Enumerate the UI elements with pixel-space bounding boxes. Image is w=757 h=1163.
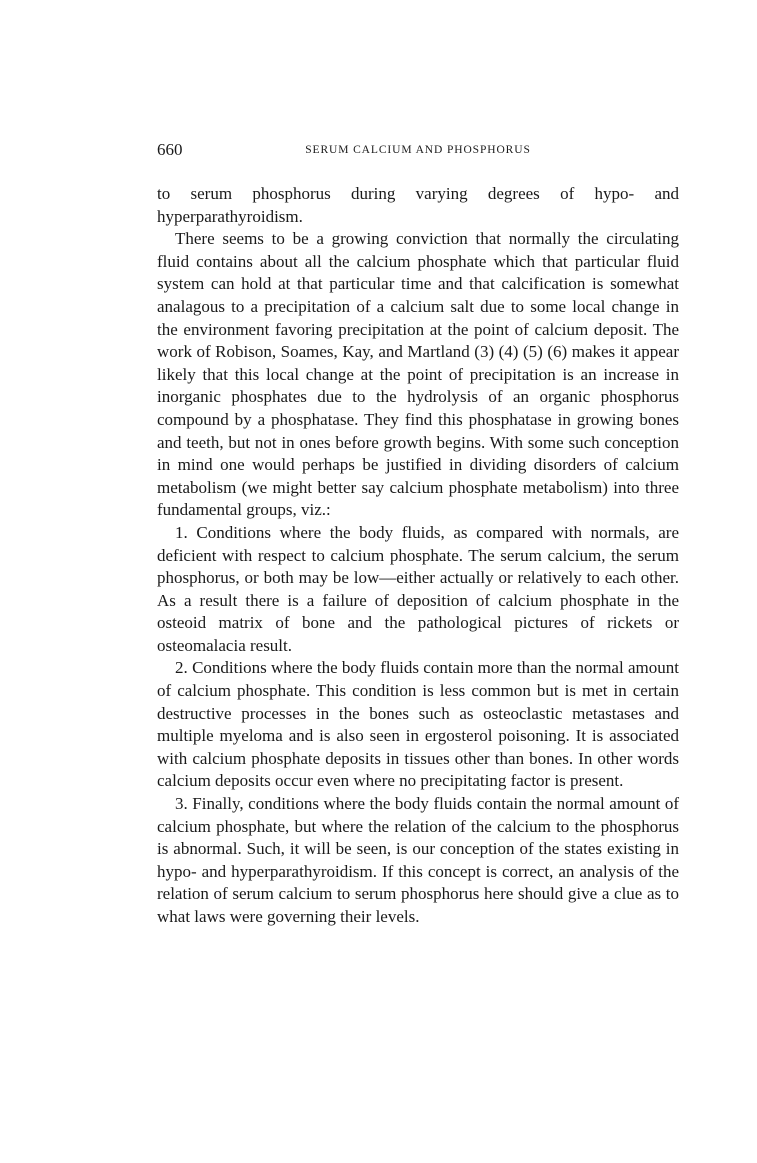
paragraph-continuation: to serum phosphorus during varying degrees of hypo- and hyperparathyroidism.	[157, 184, 679, 226]
body-text	[157, 183, 679, 929]
paragraph-calcification-theory: There seems to be a growing conviction that normally the circulating fluid contains about all the calcium phosphate which that particular fluid system can hold at that particular time and that calcification is somewhat analagous to a precipitation of a calcium salt due to some local change in the environment favoring precipitation at the point of calcium deposit. The work of Robison, Soames, Kay, and Martland (3) (4) (5) (6) makes it appear likely that this local change at the point of precipitation is an increase in inorganic phosphates due to the hydrolysis of an organic phosphorus compound by a phosphatase. They find this phosphatase in growing bones and teeth, but not in ones before growth begins. With some such conception in mind one would perhaps be justified in dividing disorders of calcium metabolism (we might better say calcium phosphate metabolism) into three fundamental groups, viz.:	[157, 229, 679, 520]
paragraph-group-1: 1. Conditions where the body fluids, as compared with normals, are deficient with respect to calcium phosphate. The serum calcium, the serum phosphorus, or both may be low—either actually or relatively to each other. As a result there is a failure of deposition of calcium phosphate in the osteoid matrix of bone and the pathological pictures of rickets or osteomalacia result.	[157, 522, 679, 655]
paragraph-group-2: 2. Conditions where the body fluids contain more than the normal amount of calcium phosphate. This condition is less common but is met in certain destructive processes in the bones such as osteoclastic metastases and multiple myeloma and is also seen in ergosterol poisoning. It is associated with calcium phosphate deposits in tissues other than bones. In other words calcium deposits occur even where no precipitating factor is present.	[157, 658, 679, 791]
paragraph-group-3: 3. Finally, conditions where the body fluids contain the normal amount of calcium phosphate, but where the relation of the calcium to the phosphorus is abnormal. Such, it will be seen, is our conception of the states existing in hypo- and hyperparathyroidism. If this concept is correct, an analysis of the relation of serum calcium to serum phosphorus here should give a clue as to what laws were governing their levels.	[157, 794, 679, 926]
page-header	[157, 138, 679, 162]
page-number: 660	[157, 140, 183, 159]
running-head: SERUM CALCIUM AND PHOSPHORUS	[305, 144, 531, 156]
